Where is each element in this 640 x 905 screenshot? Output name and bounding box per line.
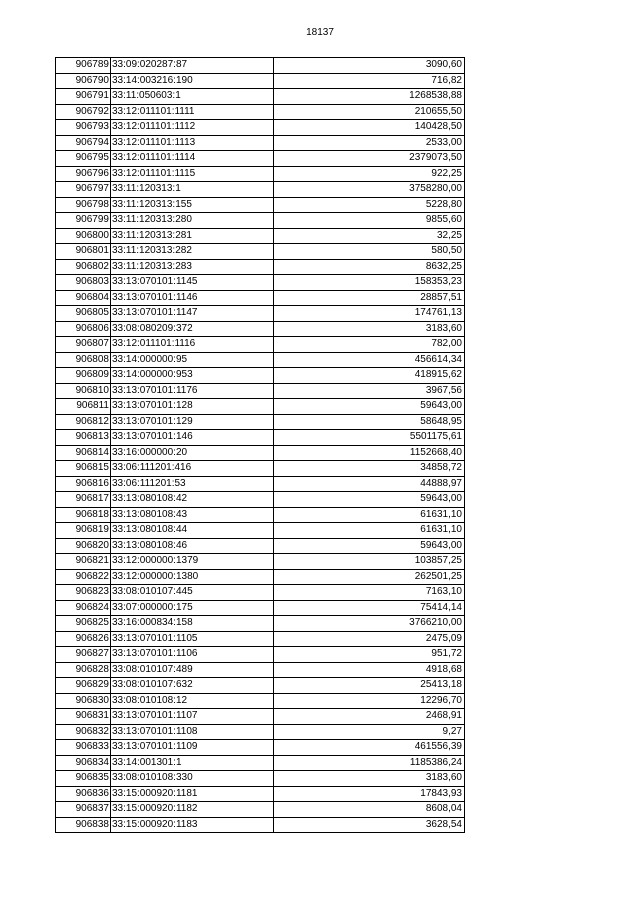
value-cell: 75414,14 — [274, 600, 465, 616]
table-row — [56, 135, 465, 151]
cadastral-number-cell: 33:13:070101:146 — [111, 430, 274, 446]
value-cell: 716,82 — [274, 73, 465, 89]
cadastral-number-cell: 33:13:080108:42 — [111, 492, 274, 508]
cadastral-number-cell: 33:13:070101:1147 — [111, 306, 274, 322]
table-row — [56, 290, 465, 306]
row-id-cell: 906805 — [56, 306, 111, 322]
value-cell: 3628,54 — [274, 817, 465, 833]
row-id-cell: 906797 — [56, 182, 111, 198]
cadastral-number-cell: 33:12:011101:1115 — [111, 166, 274, 182]
row-id-cell: 906791 — [56, 89, 111, 105]
row-id-cell: 906802 — [56, 259, 111, 275]
value-cell: 3183,60 — [274, 321, 465, 337]
table-row — [56, 259, 465, 275]
table-row — [56, 662, 465, 678]
cadastral-number-cell: 33:11:120313:281 — [111, 228, 274, 244]
value-cell: 210655,50 — [274, 104, 465, 120]
value-cell: 103857,25 — [274, 554, 465, 570]
cadastral-number-cell: 33:13:080108:44 — [111, 523, 274, 539]
table-row — [56, 461, 465, 477]
cadastral-number-cell: 33:13:070101:1146 — [111, 290, 274, 306]
cadastral-number-cell: 33:08:010108:330 — [111, 771, 274, 787]
cadastral-number-cell: 33:06:111201:53 — [111, 476, 274, 492]
row-id-cell: 906793 — [56, 120, 111, 136]
table-row — [56, 337, 465, 353]
row-id-cell: 906822 — [56, 569, 111, 585]
cadastral-number-cell: 33:13:080108:43 — [111, 507, 274, 523]
cadastral-number-cell: 33:15:000920:1182 — [111, 802, 274, 818]
row-id-cell: 906829 — [56, 678, 111, 694]
value-cell: 2468,91 — [274, 709, 465, 725]
value-cell: 1185386,24 — [274, 755, 465, 771]
cadastral-number-cell: 33:13:070101:1106 — [111, 647, 274, 663]
cadastral-number-cell: 33:12:011101:1113 — [111, 135, 274, 151]
cadastral-number-cell: 33:14:000000:95 — [111, 352, 274, 368]
row-id-cell: 906838 — [56, 817, 111, 833]
value-cell: 3183,60 — [274, 771, 465, 787]
value-cell: 61631,10 — [274, 507, 465, 523]
cadastral-number-cell: 33:08:010107:632 — [111, 678, 274, 694]
table-row — [56, 631, 465, 647]
table-row — [56, 802, 465, 818]
table-row — [56, 120, 465, 136]
cadastral-number-cell: 33:06:111201:416 — [111, 461, 274, 477]
row-id-cell: 906804 — [56, 290, 111, 306]
value-cell: 5228,80 — [274, 197, 465, 213]
value-cell: 9,27 — [274, 724, 465, 740]
table-row — [56, 817, 465, 833]
row-id-cell: 906795 — [56, 151, 111, 167]
row-id-cell: 906836 — [56, 786, 111, 802]
table-row — [56, 104, 465, 120]
cadastral-number-cell: 33:12:011101:1116 — [111, 337, 274, 353]
table-row — [56, 368, 465, 384]
row-id-cell: 906837 — [56, 802, 111, 818]
value-cell: 3967,56 — [274, 383, 465, 399]
row-id-cell: 906820 — [56, 538, 111, 554]
value-cell: 418915,62 — [274, 368, 465, 384]
value-cell: 61631,10 — [274, 523, 465, 539]
cadastral-number-cell: 33:07:000000:175 — [111, 600, 274, 616]
table-row — [56, 538, 465, 554]
row-id-cell: 906818 — [56, 507, 111, 523]
value-cell: 922,25 — [274, 166, 465, 182]
row-id-cell: 906800 — [56, 228, 111, 244]
cadastral-number-cell: 33:12:011101:1112 — [111, 120, 274, 136]
cadastral-number-cell: 33:13:070101:1145 — [111, 275, 274, 291]
table-row — [56, 414, 465, 430]
value-cell: 158353,23 — [274, 275, 465, 291]
value-cell: 456614,34 — [274, 352, 465, 368]
row-id-cell: 906807 — [56, 337, 111, 353]
table-row — [56, 228, 465, 244]
value-cell: 4918,68 — [274, 662, 465, 678]
cadastral-number-cell: 33:14:000000:953 — [111, 368, 274, 384]
cadastral-number-cell: 33:08:010107:489 — [111, 662, 274, 678]
table-row — [56, 523, 465, 539]
table-row — [56, 616, 465, 632]
cadastral-number-cell: 33:09:020287:87 — [111, 58, 274, 74]
value-cell: 34858,72 — [274, 461, 465, 477]
cadastral-number-cell: 33:13:070101:1109 — [111, 740, 274, 756]
row-id-cell: 906811 — [56, 399, 111, 415]
value-cell: 44888,97 — [274, 476, 465, 492]
row-id-cell: 906817 — [56, 492, 111, 508]
cadastral-number-cell: 33:11:120313:280 — [111, 213, 274, 229]
table-row — [56, 321, 465, 337]
row-id-cell: 906834 — [56, 755, 111, 771]
table-row — [56, 755, 465, 771]
row-id-cell: 906808 — [56, 352, 111, 368]
cadastral-number-cell: 33:08:010107:445 — [111, 585, 274, 601]
row-id-cell: 906796 — [56, 166, 111, 182]
value-cell: 174761,13 — [274, 306, 465, 322]
cadastral-number-cell: 33:12:011101:1111 — [111, 104, 274, 120]
table-row — [56, 724, 465, 740]
row-id-cell: 906792 — [56, 104, 111, 120]
table-row — [56, 58, 465, 74]
data-table — [55, 57, 465, 833]
row-id-cell: 906813 — [56, 430, 111, 446]
cadastral-number-cell: 33:11:120313:155 — [111, 197, 274, 213]
row-id-cell: 906827 — [56, 647, 111, 663]
row-id-cell: 906825 — [56, 616, 111, 632]
cadastral-number-cell: 33:16:000000:20 — [111, 445, 274, 461]
row-id-cell: 906833 — [56, 740, 111, 756]
table-row — [56, 585, 465, 601]
cadastral-number-cell: 33:08:080209:372 — [111, 321, 274, 337]
value-cell: 1152668,40 — [274, 445, 465, 461]
value-cell: 7163,10 — [274, 585, 465, 601]
row-id-cell: 906835 — [56, 771, 111, 787]
row-id-cell: 906832 — [56, 724, 111, 740]
row-id-cell: 906794 — [56, 135, 111, 151]
table-row — [56, 569, 465, 585]
cadastral-number-cell: 33:11:120313:1 — [111, 182, 274, 198]
value-cell: 28857,51 — [274, 290, 465, 306]
row-id-cell: 906809 — [56, 368, 111, 384]
row-id-cell: 906799 — [56, 213, 111, 229]
cadastral-number-cell: 33:16:000834:158 — [111, 616, 274, 632]
value-cell: 59643,00 — [274, 492, 465, 508]
cadastral-number-cell: 33:13:080108:46 — [111, 538, 274, 554]
value-cell: 17843,93 — [274, 786, 465, 802]
table-row — [56, 151, 465, 167]
value-cell: 580,50 — [274, 244, 465, 260]
row-id-cell: 906790 — [56, 73, 111, 89]
cadastral-number-cell: 33:08:010108:12 — [111, 693, 274, 709]
cadastral-number-cell: 33:11:120313:283 — [111, 259, 274, 275]
table-row — [56, 693, 465, 709]
table-row — [56, 492, 465, 508]
value-cell: 262501,25 — [274, 569, 465, 585]
table-row — [56, 771, 465, 787]
table-row — [56, 275, 465, 291]
row-id-cell: 906830 — [56, 693, 111, 709]
value-cell: 3766210,00 — [274, 616, 465, 632]
page-number: 18137 — [306, 27, 334, 38]
table-row — [56, 73, 465, 89]
row-id-cell: 906812 — [56, 414, 111, 430]
value-cell: 58648,95 — [274, 414, 465, 430]
value-cell: 782,00 — [274, 337, 465, 353]
cadastral-number-cell: 33:14:001301:1 — [111, 755, 274, 771]
cadastral-number-cell: 33:11:050603:1 — [111, 89, 274, 105]
value-cell: 1268538,88 — [274, 89, 465, 105]
table-row — [56, 430, 465, 446]
value-cell: 59643,00 — [274, 399, 465, 415]
value-cell: 140428,50 — [274, 120, 465, 136]
value-cell: 25413,18 — [274, 678, 465, 694]
table-row — [56, 182, 465, 198]
table-row — [56, 647, 465, 663]
cadastral-number-cell: 33:15:000920:1183 — [111, 817, 274, 833]
row-id-cell: 906823 — [56, 585, 111, 601]
value-cell: 8608,04 — [274, 802, 465, 818]
cadastral-number-cell: 33:12:000000:1380 — [111, 569, 274, 585]
table-row — [56, 507, 465, 523]
row-id-cell: 906826 — [56, 631, 111, 647]
table-row — [56, 166, 465, 182]
row-id-cell: 906810 — [56, 383, 111, 399]
cadastral-number-cell: 33:15:000920:1181 — [111, 786, 274, 802]
table-row — [56, 476, 465, 492]
table-row — [56, 554, 465, 570]
row-id-cell: 906803 — [56, 275, 111, 291]
value-cell: 8632,25 — [274, 259, 465, 275]
table-row — [56, 709, 465, 725]
cadastral-number-cell: 33:14:003216:190 — [111, 73, 274, 89]
cadastral-number-cell: 33:13:070101:128 — [111, 399, 274, 415]
table-row — [56, 213, 465, 229]
row-id-cell: 906806 — [56, 321, 111, 337]
row-id-cell: 906831 — [56, 709, 111, 725]
value-cell: 32,25 — [274, 228, 465, 244]
cadastral-number-cell: 33:13:070101:1176 — [111, 383, 274, 399]
value-cell: 9855,60 — [274, 213, 465, 229]
row-id-cell: 906798 — [56, 197, 111, 213]
table-row — [56, 678, 465, 694]
table-row — [56, 352, 465, 368]
cadastral-number-cell: 33:13:070101:129 — [111, 414, 274, 430]
table-row — [56, 740, 465, 756]
table-row — [56, 786, 465, 802]
row-id-cell: 906821 — [56, 554, 111, 570]
row-id-cell: 906824 — [56, 600, 111, 616]
value-cell: 2533,00 — [274, 135, 465, 151]
row-id-cell: 906828 — [56, 662, 111, 678]
row-id-cell: 906801 — [56, 244, 111, 260]
cadastral-number-cell: 33:12:000000:1379 — [111, 554, 274, 570]
value-cell: 12296,70 — [274, 693, 465, 709]
table-row — [56, 383, 465, 399]
value-cell: 951,72 — [274, 647, 465, 663]
row-id-cell: 906816 — [56, 476, 111, 492]
cadastral-number-cell: 33:13:070101:1105 — [111, 631, 274, 647]
value-cell: 461556,39 — [274, 740, 465, 756]
table-row — [56, 244, 465, 260]
value-cell: 5501175,61 — [274, 430, 465, 446]
table-row — [56, 600, 465, 616]
table-row — [56, 306, 465, 322]
table-row — [56, 89, 465, 105]
row-id-cell: 906814 — [56, 445, 111, 461]
cadastral-number-cell: 33:13:070101:1108 — [111, 724, 274, 740]
row-id-cell: 906789 — [56, 58, 111, 74]
value-cell: 3090,60 — [274, 58, 465, 74]
table-row — [56, 445, 465, 461]
row-id-cell: 906815 — [56, 461, 111, 477]
value-cell: 2379073,50 — [274, 151, 465, 167]
table-row — [56, 399, 465, 415]
cadastral-number-cell: 33:13:070101:1107 — [111, 709, 274, 725]
value-cell: 2475,09 — [274, 631, 465, 647]
cadastral-number-cell: 33:12:011101:1114 — [111, 151, 274, 167]
table-row — [56, 197, 465, 213]
row-id-cell: 906819 — [56, 523, 111, 539]
value-cell: 59643,00 — [274, 538, 465, 554]
cadastral-number-cell: 33:11:120313:282 — [111, 244, 274, 260]
value-cell: 3758280,00 — [274, 182, 465, 198]
table-body — [56, 58, 465, 833]
